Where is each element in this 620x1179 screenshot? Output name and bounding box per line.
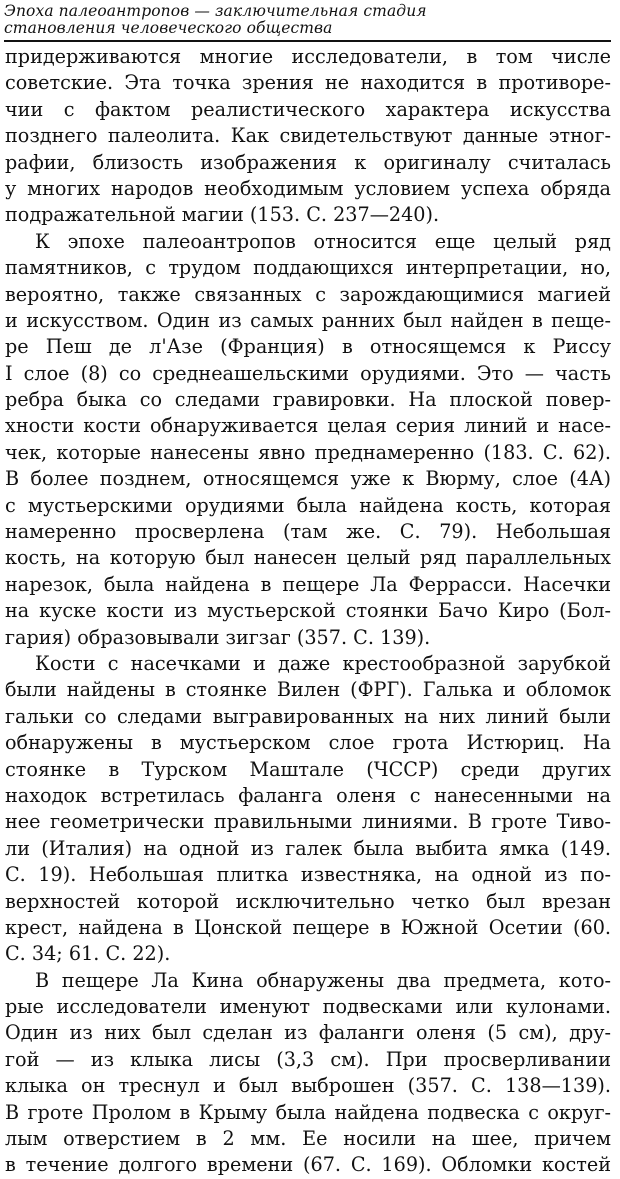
text-line: памятников, с трудом поддающихся интерпретации, но, (5, 256, 611, 280)
text-line: находок встретилась фаланга оленя с нанесенными на (5, 783, 611, 807)
text-line: гальки со следами выгравированных на них линий были (5, 704, 611, 728)
text-line: были найдены в стоянке Вилен (ФРГ). Галька и обломок (5, 678, 611, 702)
text-line: с мустьерскими орудиями была найдена кость, которая (5, 493, 611, 517)
text-line: гария) образовывали зигзаг (357. С. 139). (5, 625, 431, 649)
text-line: крест, найдена в Цонской пещере в Южной Осетии (60. (5, 915, 611, 939)
header-rule (4, 40, 611, 42)
text-line: на куске кости из мустьерской стоянки Бачо Киро (Бол- (5, 599, 611, 623)
text-line: в течение долгого времени (67. С. 169). Обломки костей (5, 1153, 611, 1177)
text-line: ре Пеш де л'Азе (Франция) в относящемся к Риссу (5, 335, 611, 359)
text-line: нее геометрически правильными линиями. В гроте Тиво- (5, 810, 611, 834)
text-line: подражательной магии (153. С. 237—240). (5, 203, 440, 227)
text-line: обнаружены в мустьерском слое грота Истюриц. На (5, 731, 611, 755)
text-line: хности кости обнаруживается целая серия линий и насе- (5, 414, 611, 438)
text-line: Один из них был сделан из фаланги оленя (5 см), дру- (5, 1021, 611, 1045)
paragraph-first-line: К эпохе палеоантропов относится еще целый ряд (35, 229, 611, 253)
text-line: В гроте Пролом в Крыму была найдена подвеска с округ- (5, 1100, 611, 1124)
paragraph-first-line: Кости с насечками и даже крестообразной зарубкой (35, 651, 611, 675)
text-line: придерживаются многие исследователи, в том числе (5, 45, 611, 68)
text-line: гой — из клыка лисы (3,3 см). При просверливании (5, 1047, 611, 1071)
running-head-line-1: Эпоха палеоантропов — заключительная стадия (4, 2, 427, 20)
text-line: нарезок, была найдена в пещере Ла Феррасси. Насечки (5, 572, 611, 596)
text-line: С. 19). Небольшая плитка известняка, на одной из по- (5, 863, 611, 887)
text-line: кость, на которую был нанесен целый ряд параллельных (5, 546, 611, 570)
running-head-line-2: становления человеческого общества (4, 19, 333, 37)
text-line: чек, которые нанесены явно преднамеренно (183. С. 62). (5, 440, 611, 464)
text-line: В более позднем, относящемся уже к Вюрму, слое (4А) (5, 467, 611, 491)
text-line: ребра быка со следами гравировки. На плоской повер- (5, 388, 611, 412)
paragraph-first-line: В пещере Ла Кина обнаружены два предмета, кото- (35, 968, 611, 992)
text-line: советские. Эта точка зрения не находится в противоре- (5, 71, 611, 95)
text-line: ли (Италия) на одной из галек была выбита ямка (149. (5, 836, 611, 860)
text-line: С. 34; 61. С. 22). (5, 942, 171, 966)
text-line: чии с фактом реалистического характера искусства (5, 97, 611, 121)
text-line: намеренно просверлена (там же. С. 79). Небольшая (5, 520, 611, 544)
text-line: верхностей которой исключительно четко был врезан (5, 889, 611, 913)
text-line: позднего палеолита. Как свидетельствуют данные этног- (5, 124, 611, 148)
text-line: рафии, близость изображения к оригиналу считалась (5, 150, 611, 174)
text-line: рые исследователи именуют подвесками или кулонами. (5, 995, 611, 1019)
text-line: у многих народов необходимым условием успеха обряда (5, 176, 611, 200)
text-line: I слое (8) со среднеашельскими орудиями. Это — часть (5, 361, 611, 385)
body-text (5, 44, 611, 1179)
text-line: и искусством. Один из самых ранних был найден в пеще- (5, 308, 611, 332)
running-head (4, 3, 616, 37)
text-line: клыка он треснул и был выброшен (357. С. 138—139). (5, 1074, 611, 1098)
text-line: лым отверстием в 2 мм. Ее носили на шее, причем (5, 1127, 611, 1151)
text-line: стоянке в Турском Маштале (ЧССР) среди других (5, 757, 611, 781)
text-line: вероятно, также связанных с зарождающимися магией (5, 282, 611, 306)
